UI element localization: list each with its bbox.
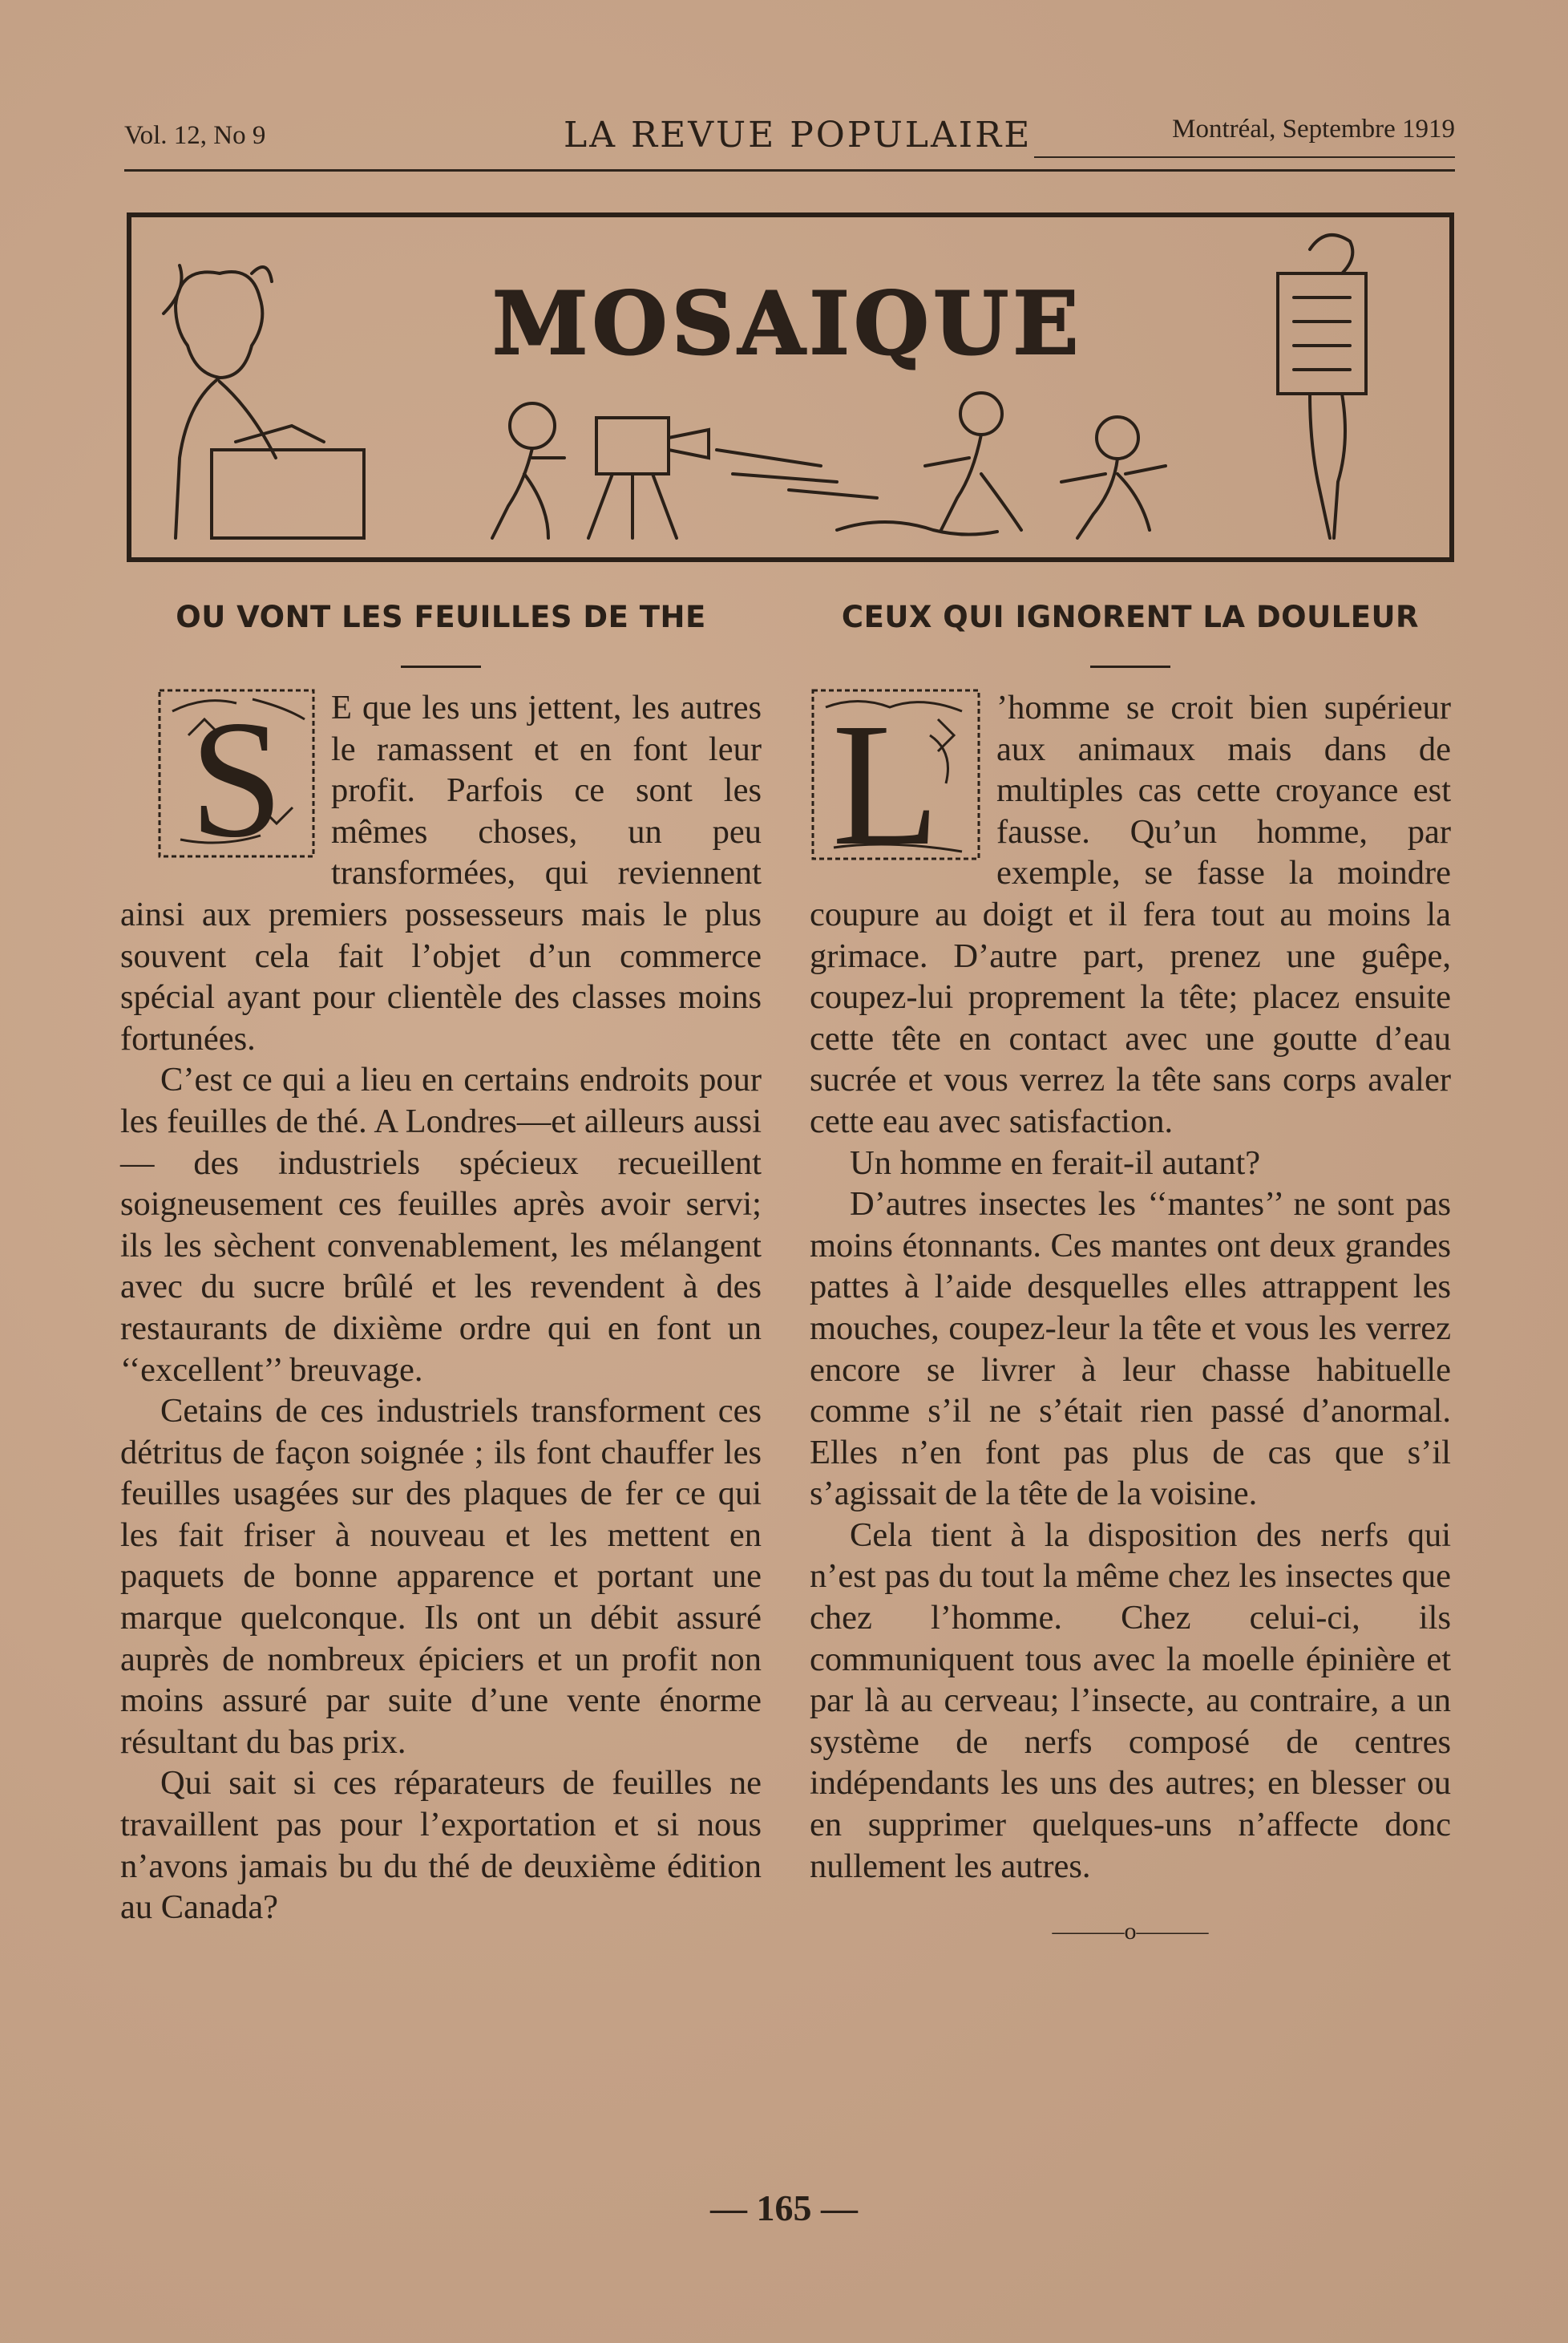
right-heading-rule — [1090, 666, 1170, 668]
right-paragraph-2: Un homme en ferait-il autant? — [850, 1143, 1261, 1182]
left-article — [120, 593, 762, 1928]
man-head-sketch — [176, 272, 262, 378]
svg-text:S: S — [189, 687, 284, 860]
left-article-heading: OU VONT LES FEUILLES DE THE — [176, 600, 706, 634]
desk-sketch — [212, 450, 364, 538]
dateline: Montréal, Septembre 1919 — [1172, 115, 1455, 144]
mosaique-banner — [127, 212, 1454, 562]
right-article — [810, 593, 1451, 1952]
publication-title: LA REVUE POPULAIRE — [564, 115, 1033, 156]
article-end-mark: ———o——— — [1052, 1918, 1209, 1945]
camera-sketch — [596, 418, 669, 474]
left-paragraph-2: C’est ce qui a lieu en certains endroits pour les feuilles de thé. A Londres—et ailleurs aussi — des industriels spécieux recueillent soigneusement ces feuilles après avoir servi; ils les sèchent convenablement, les mélangent avec du sucre brûlé et les revendent à des restaurants de dixième ordre qui en font un ‘‘excellent’’ breuvage. — [120, 1061, 762, 1389]
running-head — [124, 115, 1455, 171]
banner-title: MOSAIQUE — [492, 273, 1083, 374]
left-paragraph-4: Qui sait si ces réparateurs de feuilles ne travaillent pas pour l’exportation et si nous n’avons jamais bu du thé de deuxième édition au Canada? — [120, 1764, 762, 1927]
right-article-heading: CEUX QUI IGNORENT LA DOULEUR — [841, 600, 1420, 634]
right-paragraph-1: ’homme se croit bien supérieur aux animaux mais dans de multiples cas cette croyance est fausse. Qu’un homme, par exemple, se fasse la moindre coupure au doigt et il fera tout au moins la grimace. D’autre part, prenez une guêpe, coupez-lui proprement la tête; placez ensuite cette tête en contact avec une goutte d’eau sucrée et vous verrez la tête sans corps avaler cette eau avec satisfaction. — [810, 689, 1451, 1140]
right-paragraph-3: D’autres insectes les ‘‘mantes’’ ne sont pas moins étonnants. Ces mantes ont deux grandes pattes à l’aide desquelles elles attrappent les mouches, coupez-leur la tête et vous les verrez encore se livrer à leur chasse habituelle comme s’il ne s’était rien passé d’anormal. Elles n’en font pas plus de cas que s’il s’agissait de la tête de la voisine. — [810, 1185, 1451, 1513]
left-heading-rule — [401, 666, 481, 668]
right-paragraph-4: Cela tient à la disposition des nerfs qui n’est pas du tout la même chez les insectes que chez l’homme. Chez celui-ci, ils communiquent tous avec la moelle épinière et par là au cerveau; l’insecte, au contraire, a un système de nerfs composé de centres indépendants les uns des autres; en blesser ou en supprimer quelques-uns n’affecte donc nullement les autres. — [810, 1515, 1451, 1885]
newspaper-sketch — [1278, 273, 1366, 394]
drop-cap-s — [156, 687, 317, 860]
volume-number: Vol. 12, No 9 — [124, 121, 266, 150]
header-rule — [124, 169, 1455, 172]
banner-illustration — [131, 217, 1449, 557]
left-paragraph-1: E que les uns jettent, les autres le ramassent et en font leur profit. Parfois ce sont les mêmes choses, un peu transformées, qui reviennent ainsi aux premiers possesseurs mais le plus souvent cela fait l’objet d’un commerce spécial ayant pour clientèle des classes moins fortunées. — [120, 689, 762, 1058]
svg-text:L: L — [831, 687, 940, 862]
page-number: — 165 — — [710, 2187, 858, 2228]
drop-cap-l — [810, 687, 982, 862]
header-short-rule — [1034, 156, 1455, 158]
left-paragraph-3: Cetains de ces industriels transforment ces détritus de façon soignée ; ils font chauffer les feuilles usagées sur des plaques de fer ce qui les fait friser à nouveau et les mettent en paquets de bonne apparence et portant une marque quelconque. Ils ont un débit assuré auprès de nombreux épiciers et un profit non moins assuré par suite d’une vente énorme résultant du bas prix. — [120, 1392, 762, 1761]
